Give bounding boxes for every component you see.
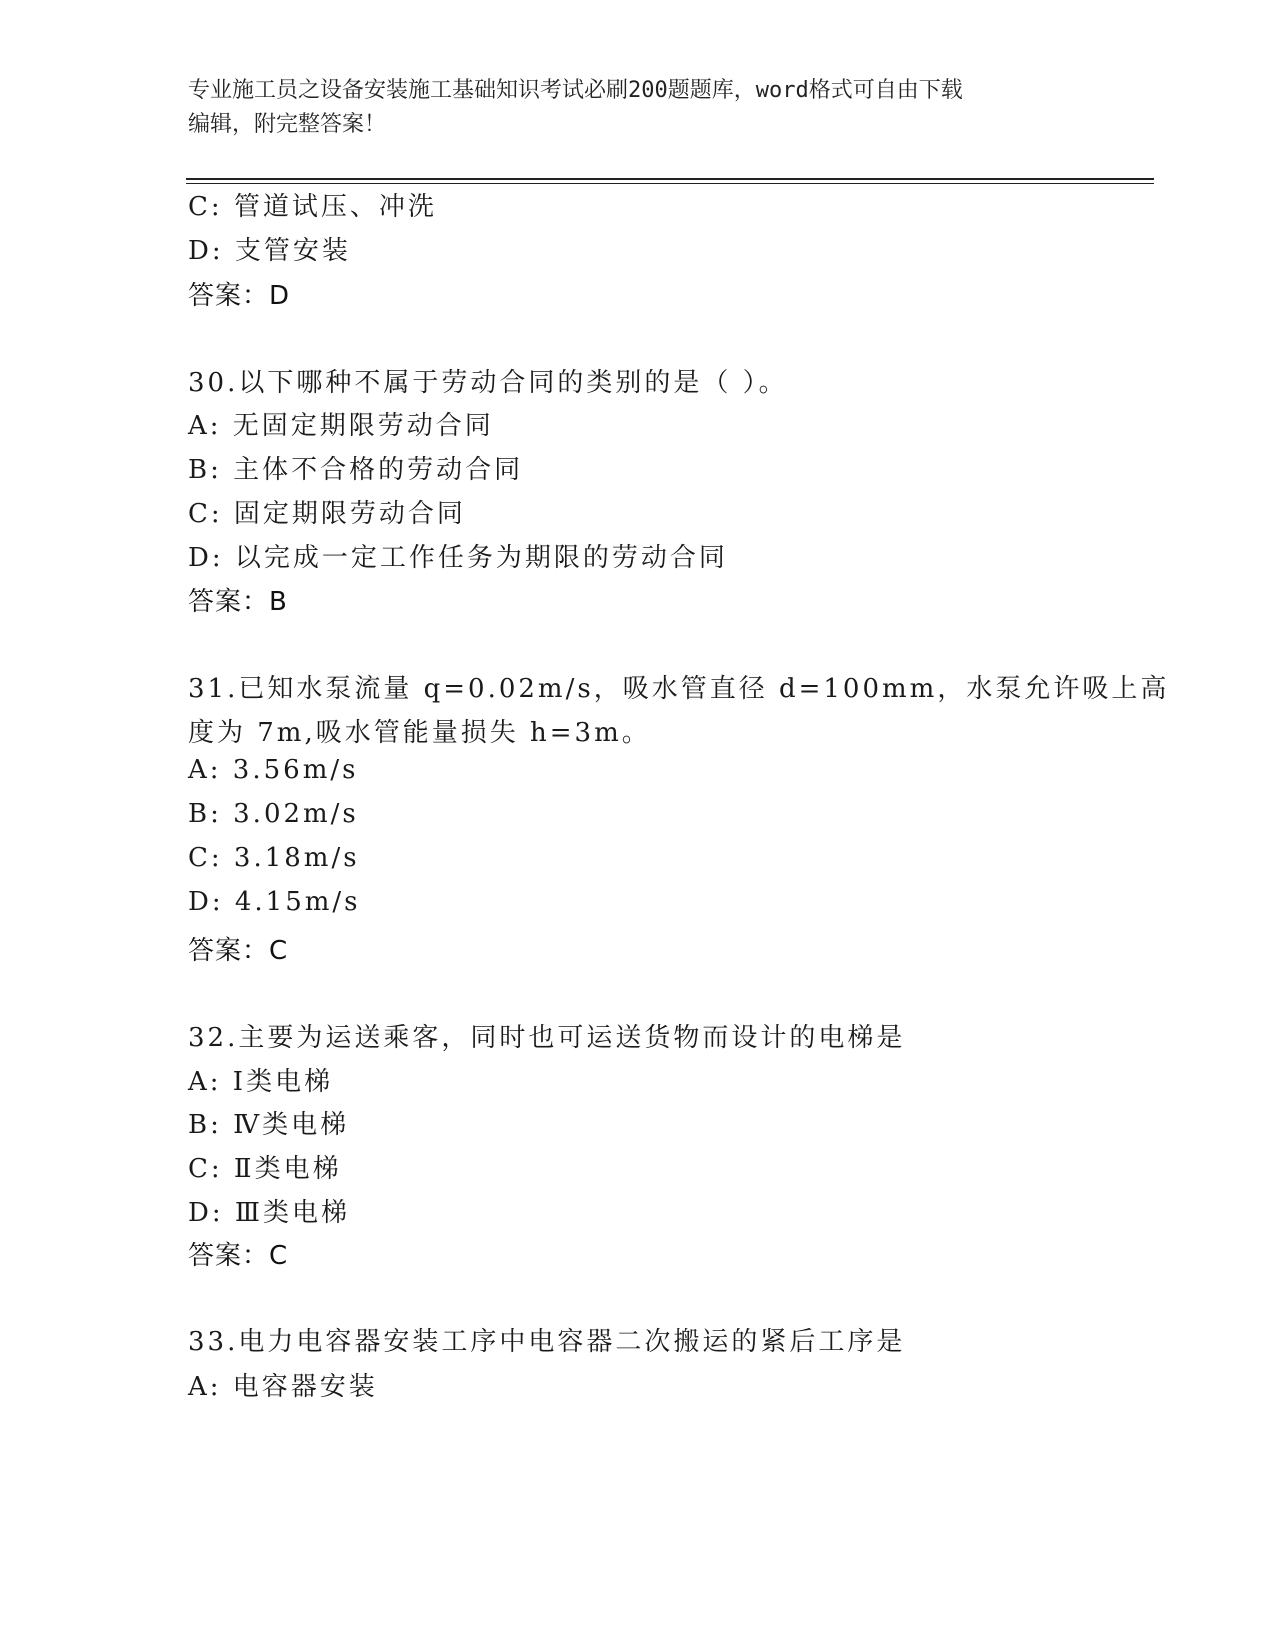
q31-stem-line-1: 31.已知水泵流量 q=0.02m/s，吸水管直径 d=100mm，水泵允许吸上高 (188, 674, 1170, 704)
q30-stem: 30.以下哪种不属于劳动合同的类别的是（ ）。 (188, 368, 788, 398)
q32-option-b: B: Ⅳ类电梯 (188, 1110, 350, 1140)
header-divider-thick (186, 178, 1154, 180)
q32-stem: 32.主要为运送乘客，同时也可运送货物而设计的电梯是 (188, 1023, 906, 1053)
q33-option-a: A: 电容器安装 (188, 1372, 378, 1402)
header-divider-thin (186, 183, 1154, 184)
header-title-line-1: 专业施工员之设备安装施工基础知识考试必刷200题题库，word格式可自由下载 (188, 78, 963, 103)
q30-option-a: A: 无固定期限劳动合同 (188, 411, 494, 441)
document-header (188, 74, 1068, 142)
q32-option-c: C: Ⅱ类电梯 (188, 1154, 342, 1184)
q29-answer: 答案：D (188, 281, 291, 311)
q29-option-d: D: 支管安装 (188, 236, 351, 266)
q31-option-b: B: 3.02m/s (188, 799, 359, 829)
q32-answer: 答案：C (188, 1241, 289, 1271)
q31-option-d: D: 4.15m/s (188, 887, 361, 917)
q31-option-c: C: 3.18m/s (188, 843, 360, 873)
header-title-line-2: 编辑，附完整答案！ (188, 112, 387, 137)
q30-answer: 答案：B (188, 587, 288, 617)
q31-answer: 答案：C (188, 936, 289, 966)
q32-option-a: A: Ⅰ类电梯 (188, 1067, 334, 1097)
q31-stem-line-2: 度为 7m,吸水管能量损失 h=3m。 (188, 718, 651, 748)
q29-option-c: C: 管道试压、冲洗 (188, 192, 437, 222)
q30-option-d: D: 以完成一定工作任务为期限的劳动合同 (188, 543, 728, 573)
q32-option-d: D: Ⅲ类电梯 (188, 1198, 350, 1228)
q30-option-c: C: 固定期限劳动合同 (188, 499, 466, 529)
q30-option-b: B: 主体不合格的劳动合同 (188, 455, 524, 485)
q33-stem: 33.电力电容器安装工序中电容器二次搬运的紧后工序是 (188, 1327, 906, 1357)
q31-option-a: A: 3.56m/s (188, 755, 359, 785)
